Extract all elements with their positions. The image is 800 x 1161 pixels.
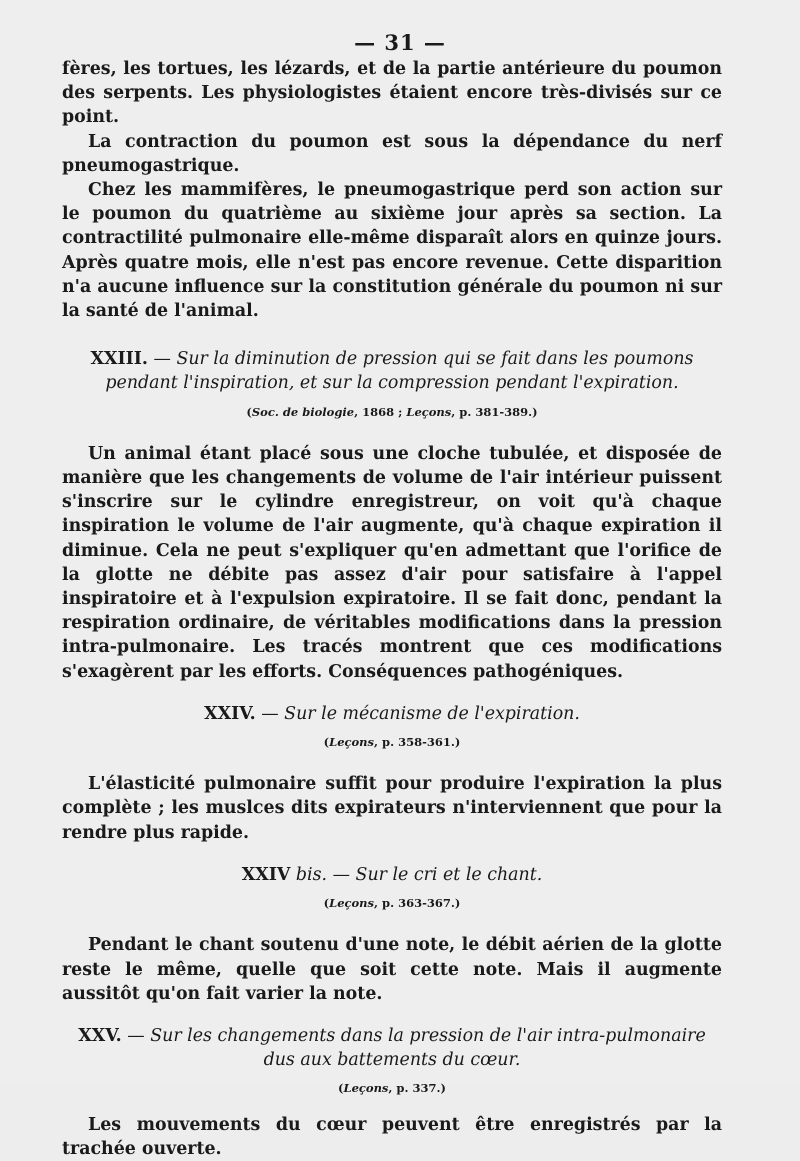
reference: (Leçons, p. 337.): [338, 1081, 446, 1096]
reference: (Leçons, p. 358-361.): [323, 735, 461, 750]
section-heading: XXIII. — Sur la diminution de pression qui se fait dans les poumons pendant l'inspiration, et sur la compression pendant l'expiration.: [90, 349, 694, 394]
section-title: Sur le mécanisme de l'expiration.: [284, 703, 580, 724]
section-body: L'élasticité pulmonaire suffit pour produire l'expiration la plus complète ; les muslces dits expirateurs n'interviennent que pour la rendre plus rapide.: [62, 774, 722, 843]
section-heading: XXIV. — Sur le mécanisme de l'expiration.: [204, 703, 580, 724]
section-body: Les mouvements du cœur peuvent être enregistrés par la trachée ouverte.: [62, 1114, 722, 1159]
section-heading: XXV. — Sur les changements dans la pression de l'air intra-pulmonaire dus aux battements du cœur.: [78, 1025, 706, 1071]
section-title-cont: dus aux battements du cœur.: [263, 1050, 521, 1071]
section-title-cont: pendant l'inspiration, et sur la compression pendant l'expiration.: [105, 373, 679, 394]
section-heading: XXIV bis. — Sur le cri et le chant.: [241, 864, 543, 885]
reference: (Soc. de biologie, 1868 ; Leçons, p. 381-389.): [246, 404, 538, 419]
paragraph: Chez les mammifères, le pneumogastrique perd son action sur le poumon du quatrième au sixième jour après sa section. La contractilité pulmonaire elle-même disparaît alors en quinze jours. Après quatre mois, elle n'est pas encore revenue. Cette disparition n'a aucune influence sur la constitution générale du poumon ni sur la santé de l'animal.: [62, 180, 722, 322]
paragraph: La contraction du poumon est sous la dépendance du nerf pneumogastrique.: [62, 131, 722, 176]
section-number: XXIII.: [90, 349, 148, 370]
section-number: XXIV: [241, 864, 291, 885]
section-number: XXV.: [78, 1025, 122, 1046]
paragraph: fères, les tortues, les lézards, et de la partie antérieure du poumon des serpents. Les physiologistes étaient encore très-divisés sur ce point.: [62, 59, 722, 128]
section-body: Un animal étant placé sous une cloche tubulée, et disposée de manière que les changements de volume de l'air intérieur puissent s'inscrire sur le cylindre enregistreur, on voit qu'à chaque inspiration le volume de l'air augmente, qu'à chaque expiration il diminue. Cela ne peut s'expliquer qu'en admettant que l'orifice de la glotte ne débite pas assez d'air pour satisfaire à l'appel inspiratoire et à l'expulsion expiratoire. Il se fait donc, pendant la respiration ordinaire, de véritables modifications dans la pression intra-pulmonaire. Les tracés montrent que ces modifications s'exagèrent par les efforts. Conséquences pathogéniques.: [62, 443, 722, 682]
section-title: Sur le cri et le chant.: [355, 864, 543, 885]
section-title: Sur les changements dans la pression de l'air intra-pulmonaire: [150, 1025, 706, 1046]
reference: (Leçons, p. 363-367.): [323, 896, 461, 911]
section-number: XXIV.: [204, 703, 256, 724]
section-title: Sur la diminution de pression qui se fait dans les poumons: [176, 349, 694, 370]
page-number: — 31 —: [354, 30, 446, 55]
page-body: [62, 57, 722, 1161]
section-body: Pendant le chant soutenu d'une note, le débit aérien de la glotte reste le même, quelle que soit cette note. Mais il augmente aussitôt qu'on fait varier la note.: [62, 935, 722, 1004]
